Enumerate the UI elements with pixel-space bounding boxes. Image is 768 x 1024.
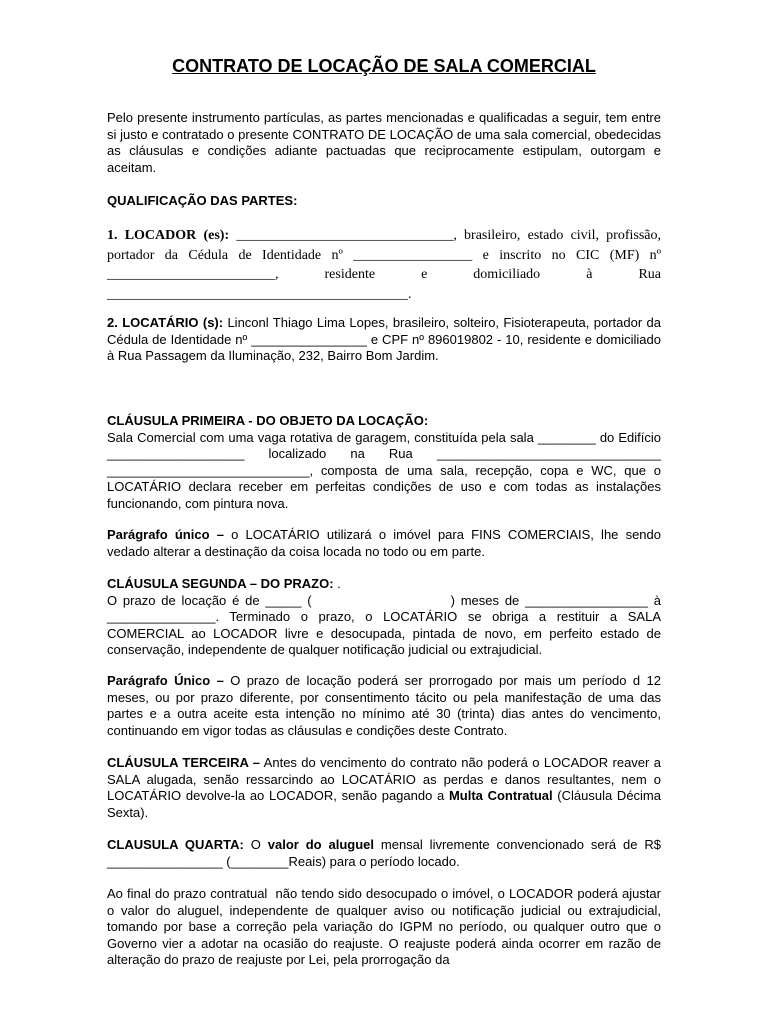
- clausula-terceira-label: CLÁUSULA TERCEIRA –: [107, 755, 260, 770]
- paragrafo-unico-1-text: o LOCATÁRIO utilizará o imóvel para FINS COMERCIAIS, lhe sendo vedado alterar a destinação da coisa locada no todo ou em parte.: [107, 527, 662, 559]
- paragrafo-unico-2-label: Parágrafo Único –: [107, 673, 224, 688]
- clausula-quarta-text-a: O: [243, 837, 268, 852]
- clausula-primeira-text: Sala Comercial com uma vaga rotativa de garagem, constituída pela sala ________ do Edifício ___________________ localizado na Rua _______________________________ ____________________________, composta de uma sala, recepção, copa e WC, que o LOCATÁRIO declara receber em perfeitas condições de uso e com todas as instalações funcionando, com pintura nova.: [107, 429, 661, 511]
- locador-line-1: [107, 226, 661, 246]
- clausula-quarta: [107, 837, 661, 870]
- valor-do-aluguel: valor do aluguel: [267, 837, 374, 852]
- clausula-quarta-text-b: mensal livremente convencionado será de R$ ________________ (________Reais) para o período locado.: [107, 837, 662, 869]
- clausula-quarta-label: CLAUSULA QUARTA:: [107, 837, 244, 852]
- paragrafo-unico-2-text: O prazo de locação poderá ser prorrogado por mais um período d 12 meses, ou por prazo diferente, por consentimento tácito ou pela manifestação de uma das partes e a outra aceite esta intenção no mínimo até 30 (trinta) dias antes do vencimento, continuando em vigor todas as cláusulas e condições deste Contrato.: [107, 673, 661, 738]
- locador-line-4: ___________________________________________.: [107, 286, 412, 302]
- clausula-segunda-text: O prazo de locação é de _____ ( ) meses de _________________ à _______________. Terminado o prazo, o LOCATÁRIO se obriga a restituir a SALA COMERCIAL ao LOCADOR livre e desocupada, pintada de novo, em perfeito estado de conservação, independente de qualquer notificação judicial ou extrajudicial.: [107, 592, 665, 657]
- locador-paragraph: [107, 226, 661, 304]
- document-title: CONTRATO DE LOCAÇÃO DE SALA COMERCIAL: [172, 56, 596, 76]
- paragrafo-unico-1: [107, 527, 661, 560]
- intro-paragraph: Pelo presente instrumento partículas, as partes mencionadas e qualificadas a seguir, tem entre si justo e contratado o presente CONTRATO DE LOCAÇÃO de uma sala comercial, obedecidas as cláusulas e condições adiante pactuadas que reciprocamente estipulam, outorgam e aceitam.: [107, 110, 661, 175]
- locador-line-3: ________________________, residente e domiciliado à Rua: [107, 267, 661, 282]
- paragrafo-unico-2: [107, 673, 661, 739]
- locatario-label: 2. LOCATÁRIO (s):: [107, 315, 224, 330]
- clausula-segunda: [107, 576, 665, 659]
- multa-contratual: Multa Contratual: [448, 788, 553, 803]
- locador-text-1: _______________________________, brasileiro, estado civil, profissão,: [229, 228, 661, 243]
- locatario-paragraph: [107, 315, 661, 365]
- clausula-terceira-text: Antes do vencimento do contrato não poderá o LOCADOR reaver a SALA alugada, senão ressarcindo ao LOCATÁRIO as perdas e danos resultantes, nem o LOCATÁRIO devolve-la ao LOCADOR, senão pagando a: [107, 755, 661, 803]
- reajuste-paragraph: Ao final do prazo contratual não tendo sido desocupado o imóvel, o LOCADOR poderá ajustar o valor do aluguel, independente de qualquer aviso ou notificação judicial ou extrajudicial, tomando por base a correção pela variação do IGPM no período, ou qualquer outro que o Governo vier a adotar na ocasião do reajuste. O reajuste poderá ainda ocorrer em razão de alteração do prazo de reajuste por Lei, pela prorrogação da: [107, 886, 665, 967]
- clausula-primeira: [107, 413, 661, 512]
- clausula-terceira-tail: (Cláusula Décima Sexta).: [107, 788, 661, 820]
- parties-heading: QUALIFICAÇÃO DAS PARTES:: [107, 193, 298, 208]
- locatario-text: Linconl Thiago Lima Lopes, brasileiro, solteiro, Fisioterapeuta, portador da Cédula de Identidade nº ________________ e CPF nº 896019802 - 10, residente e domiciliado à Rua Passagem da Iluminação, 232, Bairro Bom Jardim.: [107, 315, 662, 363]
- paragrafo-unico-1-label: Parágrafo único –: [107, 527, 224, 542]
- locador-label: 1. LOCADOR (es):: [107, 228, 230, 243]
- clausula-primeira-heading: CLÁUSULA PRIMEIRA - DO OBJETO DA LOCAÇÃO:: [107, 413, 429, 428]
- clausula-segunda-heading: CLÁUSULA SEGUNDA – DO PRAZO:: [107, 576, 334, 591]
- clausula-terceira: [107, 755, 661, 821]
- locador-line-2: portador da Cédula de Identidade nº _________________ e inscrito no CIC (MF) nº: [107, 247, 661, 263]
- clausula-segunda-heading-tail: .: [333, 576, 341, 591]
